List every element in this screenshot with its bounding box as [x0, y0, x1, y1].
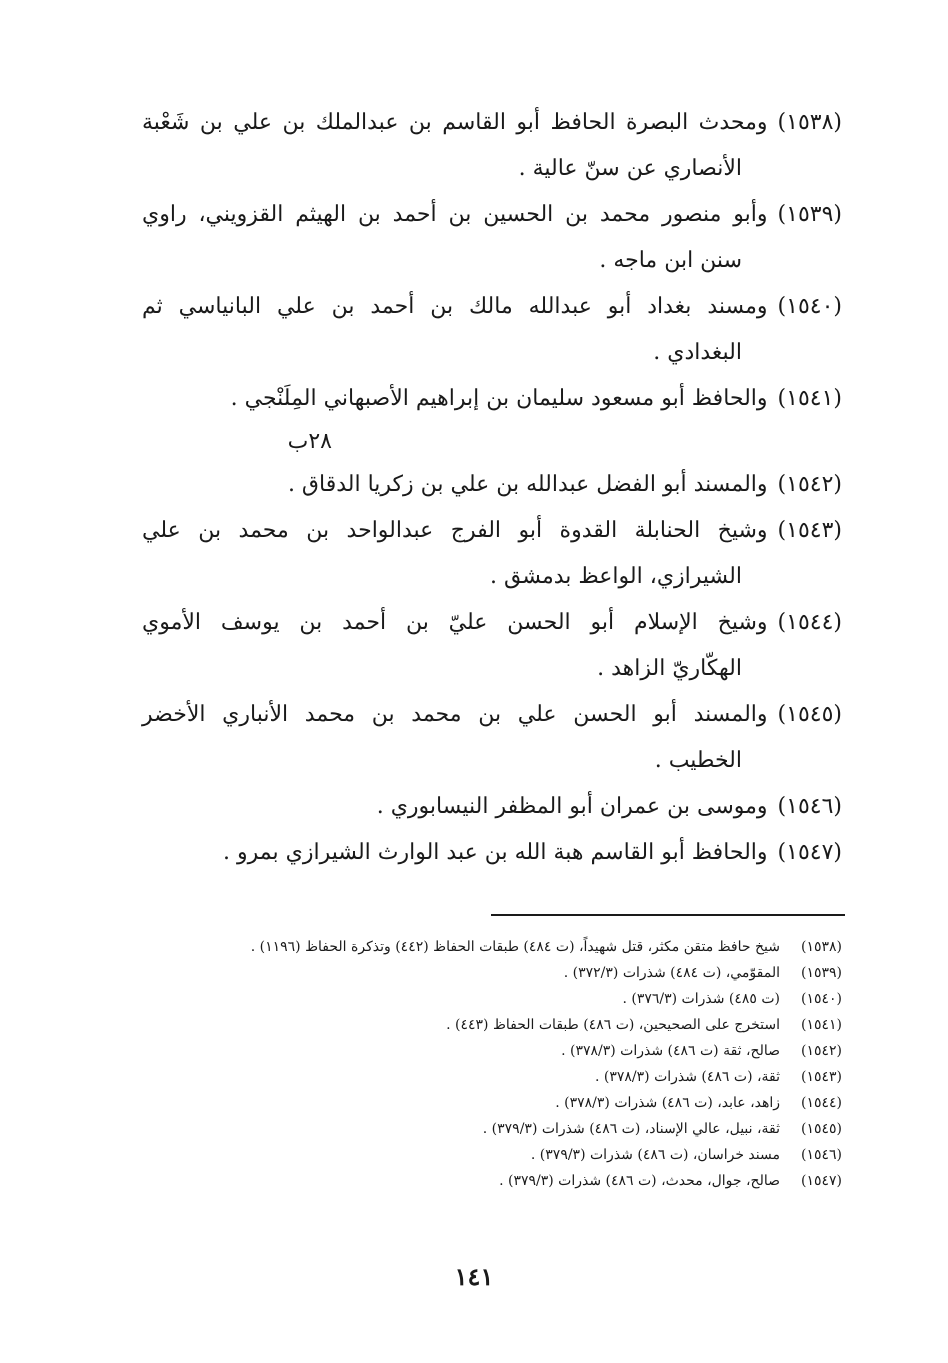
entry-1538 — [142, 100, 842, 192]
footnote-text: (ت ٤٨٥) شذرات (٣٧٦/٣) . — [622, 991, 780, 1007]
footnote-divider — [491, 914, 845, 916]
footnote-number: (١٥٤٥) — [800, 1121, 842, 1137]
entry-text: ومسند بغداد أبو عبدالله مالك بن أحمد بن علي البانياسي ثم — [142, 294, 768, 319]
entry-text: وشيخ الحنابلة القدوة أبو الفرج عبدالواحد بن محمد بن علي — [142, 518, 768, 543]
footnote-1538 — [142, 934, 842, 960]
entry-text: وشيخ الإسلام أبو الحسن عليّ بن أحمد بن يوسف الأموي — [142, 610, 768, 635]
page-number: ١٤١ — [454, 1262, 494, 1291]
footnote-text: ثقة، (ت ٤٨٦) شذرات (٣٧٨/٣) . — [594, 1069, 780, 1085]
entry-continuation: البغدادي . — [653, 340, 742, 365]
entry-text: وموسى بن عمران أبو المظفر النيسابوري . — [376, 794, 768, 819]
entry-number: (١٥٤٣) — [777, 518, 842, 543]
entry-number: (١٥٤١) — [777, 386, 842, 411]
main-text — [142, 100, 842, 876]
footnote-1539 — [142, 960, 842, 986]
entry-continuation: الشيرازي، الواعظ بدمشق . — [490, 564, 742, 589]
footnote-text: صالح، ثقة (ت ٤٨٦) شذرات (٣٧٨/٣) . — [561, 1043, 780, 1059]
entry-text: والحافظ أبو مسعود سليمان بن إبراهيم الأصبهاني المِلَنْجي . — [230, 386, 768, 411]
entry-continuation: الخطيب . — [654, 748, 742, 773]
footnote-text: مسند خراسان، (ت ٤٨٦) شذرات (٣٧٩/٣) . — [530, 1147, 780, 1163]
entry-text: ومحدث البصرة الحافظ أبو القاسم بن عبدالملك بن علي بن شَعْبة — [142, 110, 768, 135]
entry-1547 — [142, 830, 842, 876]
entry-1545 — [142, 692, 842, 784]
entry-text: والمسند أبو الحسن علي بن محمد بن محمد الأنباري الأخضر — [142, 702, 768, 727]
footnote-number: (١٥٤٦) — [800, 1147, 842, 1163]
footnote-1547 — [142, 1168, 842, 1194]
entry-1540 — [142, 284, 842, 376]
entry-continuation: سنن ابن ماجه . — [599, 248, 742, 273]
entry-number: (١٥٤٠) — [777, 294, 842, 319]
footnote-text: استخرج على الصحيحين، (ت ٤٨٦) طبقات الحفاظ (٤٤٣) . — [446, 1017, 780, 1033]
entry-1542 — [142, 462, 842, 508]
footnote-number: (١٥٤١) — [800, 1017, 842, 1033]
footnote-text: ثقة، نبيل، عالي الإسناد، (ت ٤٨٦) شذرات (٣٧٩/٣) . — [482, 1121, 780, 1137]
entry-1541 — [142, 376, 842, 422]
folio-marker: ٢٨ب — [287, 429, 332, 454]
footnote-text: صالح، جوال، محدث، (ت ٤٨٦) شذرات (٣٧٩/٣) . — [499, 1173, 780, 1189]
entry-1544 — [142, 600, 842, 692]
footnote-1546 — [142, 1142, 842, 1168]
footnotes — [142, 934, 842, 1194]
entry-text: وأبو منصور محمد بن الحسين بن أحمد بن الهيثم القزويني، راوي — [142, 202, 768, 227]
entry-text: والمسند أبو الفضل عبدالله بن علي بن زكريا الدقاق . — [287, 472, 768, 497]
footnote-text: المقوّمي، (ت ٤٨٤) شذرات (٣٧٢/٣) . — [563, 965, 780, 981]
entry-1539 — [142, 192, 842, 284]
entry-continuation: الهكّاريّ الزاهد . — [597, 656, 742, 681]
entry-number: (١٥٤٦) — [777, 794, 842, 819]
footnote-1542 — [142, 1038, 842, 1064]
footnote-number: (١٥٤٤) — [800, 1095, 842, 1111]
entry-1546 — [142, 784, 842, 830]
footnote-number: (١٥٤٢) — [800, 1043, 842, 1059]
entry-number: (١٥٤٧) — [777, 840, 842, 865]
entry-number: (١٥٤٤) — [777, 610, 842, 635]
footnote-number: (١٥٤٣) — [800, 1069, 842, 1085]
footnote-1540 — [142, 986, 842, 1012]
entry-number: (١٥٣٩) — [777, 202, 842, 227]
footnote-1545 — [142, 1116, 842, 1142]
footnote-number: (١٥٣٨) — [800, 939, 842, 955]
footnote-1543 — [142, 1064, 842, 1090]
entry-number: (١٥٤٥) — [777, 702, 842, 727]
footnote-text: شيخ حافظ متقن مكثر، قتل شهيداً، (ت ٤٨٤) طبقات الحفاظ (٤٤٢) وتذكرة الحفاظ (١١٩٦) . — [250, 939, 780, 955]
entry-number: (١٥٣٨) — [777, 110, 842, 135]
footnote-1544 — [142, 1090, 842, 1116]
footnote-text: زاهد، عابد، (ت ٤٨٦) شذرات (٣٧٨/٣) . — [555, 1095, 780, 1111]
footnote-number: (١٥٤٧) — [800, 1173, 842, 1189]
footnote-number: (١٥٤٠) — [800, 991, 842, 1007]
entry-continuation: الأنصاري عن سنّ عالية . — [518, 156, 742, 181]
entry-1543 — [142, 508, 842, 600]
entry-text: والحافظ أبو القاسم هبة الله بن عبد الوارث الشيرازي بمرو . — [223, 840, 768, 865]
footnote-number: (١٥٣٩) — [800, 965, 842, 981]
entry-number: (١٥٤٢) — [777, 472, 842, 497]
footnote-1541 — [142, 1012, 842, 1038]
